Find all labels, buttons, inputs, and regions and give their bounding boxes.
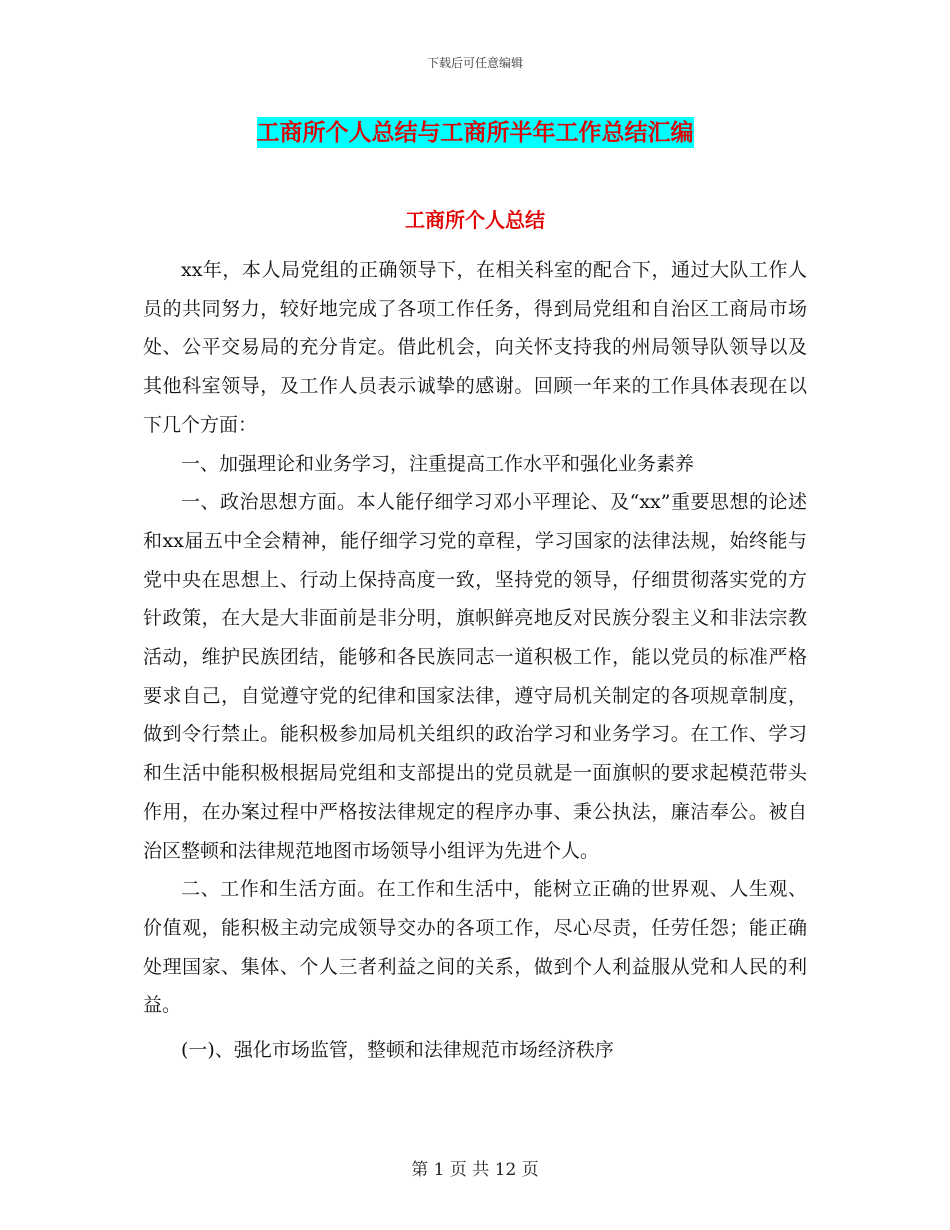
page-footer: 第 1 页 共 12 页 <box>411 1160 539 1180</box>
page-header: 下载后可任意编辑 <box>426 56 523 70</box>
document-body <box>143 251 807 1070</box>
document-title-text: 工商所个人总结与工商所半年工作总结汇编 <box>256 119 694 146</box>
document-title <box>0 114 950 147</box>
paragraph-heading-1: 一、加强理论和业务学习，注重提高工作水平和强化业务素养 <box>181 452 695 475</box>
paragraph-subheading: (一)、强化市场监管，整顿和法律规范市场经济秩序 <box>181 1039 614 1062</box>
paragraph-politics: 一、政治思想方面。本人能仔细学习邓小平理论、及“xx”重要思想的论述和xx届五中全会精神，能仔细学习党的章程，学习国家的法律法规，始终能与党中央在思想上、行动上保持高度一致，坚持党的领导，仔细贯彻落实党的方针政策，在大是大非面前是非分明，旗帜鲜亮地反对民族分裂主义和非法宗教活动，维护民族团结，能够和各民族同志一道积极工作，能以党员的标准严格要求自己，自觉遵守党的纪律和国家法律，遵守局机关制定的各项规章制度，做到令行禁止。能积极参加局机关组织的政治学习和业务学习。在工作、学习和生活中能积极根据局党组和支部提出的党员就是一面旗帜的要求起模范带头作用，在办案过程中严格按法律规定的程序办事、秉公执法，廉洁奉公。被自治区整顿和法律规范地图市场领导小组评为先进个人。 <box>143 491 807 862</box>
paragraph-intro: xx年，本人局党组的正确领导下，在相关科室的配合下，通过大队工作人员的共同努力，较好地完成了各项工作任务，得到局党组和自治区工商局市场处、公平交易局的充分肯定。借此机会，向关怀支持我的州局领导队领导以及其他科室领导，及工作人员表示诚挚的感谢。回顾一年来的工作具体表现在以下几个方面： <box>143 259 807 436</box>
paragraph-work-life: 二、工作和生活方面。在工作和生活中，能树立正确的世界观、人生观、价值观，能积极主动完成领导交办的各项工作，尽心尽责，任劳任怨；能正确处理国家、集体、个人三者利益之间的关系，做到个人利益服从党和人民的利益。 <box>143 878 807 1017</box>
section-title: 工商所个人总结 <box>405 208 545 232</box>
